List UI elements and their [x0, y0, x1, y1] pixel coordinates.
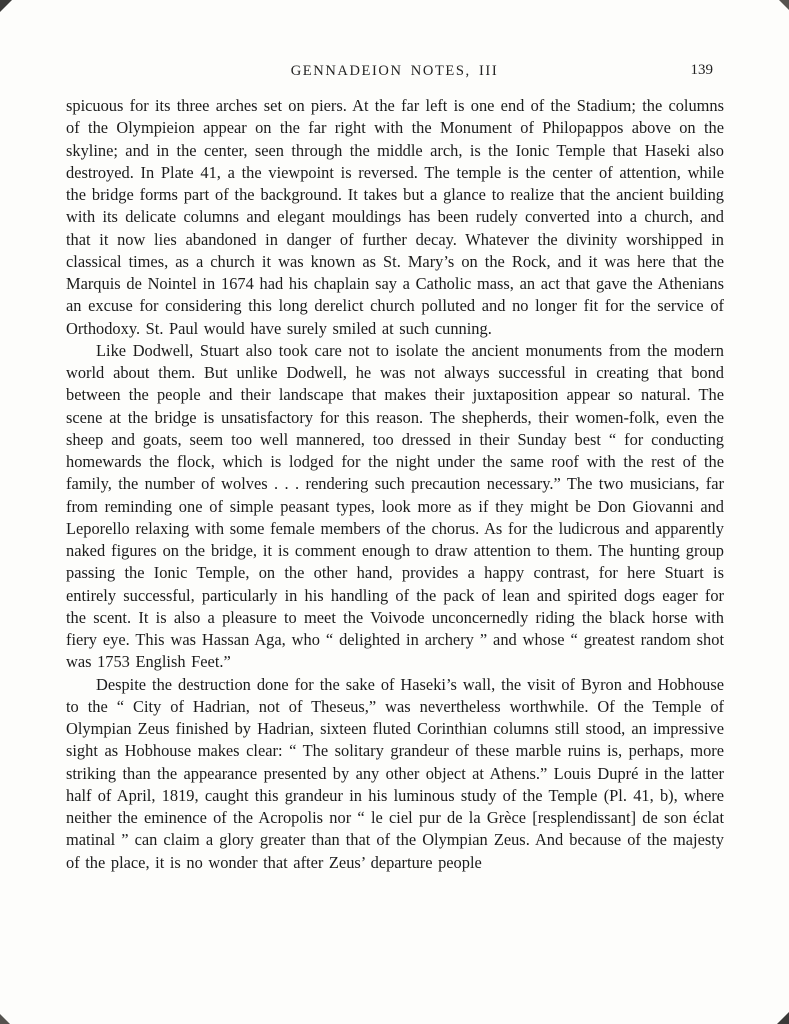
- scan-corner-artifact: [777, 1012, 789, 1024]
- scan-corner-artifact: [779, 0, 789, 10]
- running-head-title: GENNADEION NOTES, III: [290, 63, 499, 79]
- body-text: [66, 95, 724, 874]
- paragraph: spicuous for its three arches set on piers. At the far left is one end of the Stadium; the columns of the Olympieion appear on the far right with the Monument of Philopappos above on the skyline; and in the center, seen through the middle arch, is the Ionic Temple that Haseki also destroyed. In Plate 41, a the viewpoint is reversed. The temple is the center of attention, while the bridge forms part of the background. It takes but a glance to realize that the ancient building with its delicate columns and elegant mouldings has been rudely converted into a church, and that it now lies abandoned in danger of further decay. Whatever the divinity worshipped in classical times, as a church it was known as St. Mary’s on the Rock, and it was here that the Marquis de Nointel in 1674 had his chaplain say a Catholic mass, an act that gave the Athenians an excuse for considering this long derelict church polluted and no longer fit for the service of Orthodoxy. St. Paul would have surely smiled at such cunning.: [66, 96, 724, 338]
- paragraph: Despite the destruction done for the sake of Haseki’s wall, the visit of Byron and Hobhouse to the “ City of Hadrian, not of Theseus,” was nevertheless worthwhile. Of the Temple of Olympian Zeus finished by Hadrian, sixteen fluted Corinthian columns still stood, an impressive sight as Hobhouse makes clear: “ The solitary grandeur of these marble ruins is, perhaps, more striking than the appearance presented by any other object at Athens.” Louis Dupré in the latter half of April, 1819, caught this grandeur in his luminous study of the Temple (Pl. 41, b), where neither the eminence of the Acropolis nor “ le ciel pur de la Grèce [resplendissant] de son éclat matinal ” can claim a glory greater than that of the Olympian Zeus. And because of the majesty of the place, it is no wonder that after Zeus’ departure people: [66, 674, 724, 872]
- scan-corner-artifact: [0, 0, 12, 12]
- running-head: [66, 62, 723, 84]
- scan-corner-artifact: [0, 1014, 10, 1024]
- paragraph: Like Dodwell, Stuart also took care not to isolate the ancient monuments from the modern world about them. But unlike Dodwell, he was not always successful in creating that bond between the people and their landscape that makes their juxtaposition appear so natural. The scene at the bridge is unsatisfactory for this reason. The shepherds, their women-folk, even the sheep and goats, seem too well mannered, too dressed in their Sunday best “ for conducting homewards the flock, which is lodged for the night under the same roof with the rest of the family, the number of wolves . . . rendering such precaution necessary.” The two musicians, far from reminding one of simple peasant types, look more as if they might be Don Giovanni and Leporello relaxing with some female members of the chorus. As for the ludicrous and apparently naked figures on the bridge, it is comment enough to draw attention to them. The hunting group passing the Ionic Temple, on the other hand, provides a happy contrast, for here Stuart is entirely successful, particularly in his handling of the pack of lean and spirited dogs eager for the scent. It is also a pleasure to meet the Voivode unconcernedly riding the black horse with fiery eye. This was Hassan Aga, who “ delighted in archery ” and whose “ greatest random shot was 1753 English Feet.”: [66, 340, 724, 672]
- page-number: 139: [690, 62, 713, 78]
